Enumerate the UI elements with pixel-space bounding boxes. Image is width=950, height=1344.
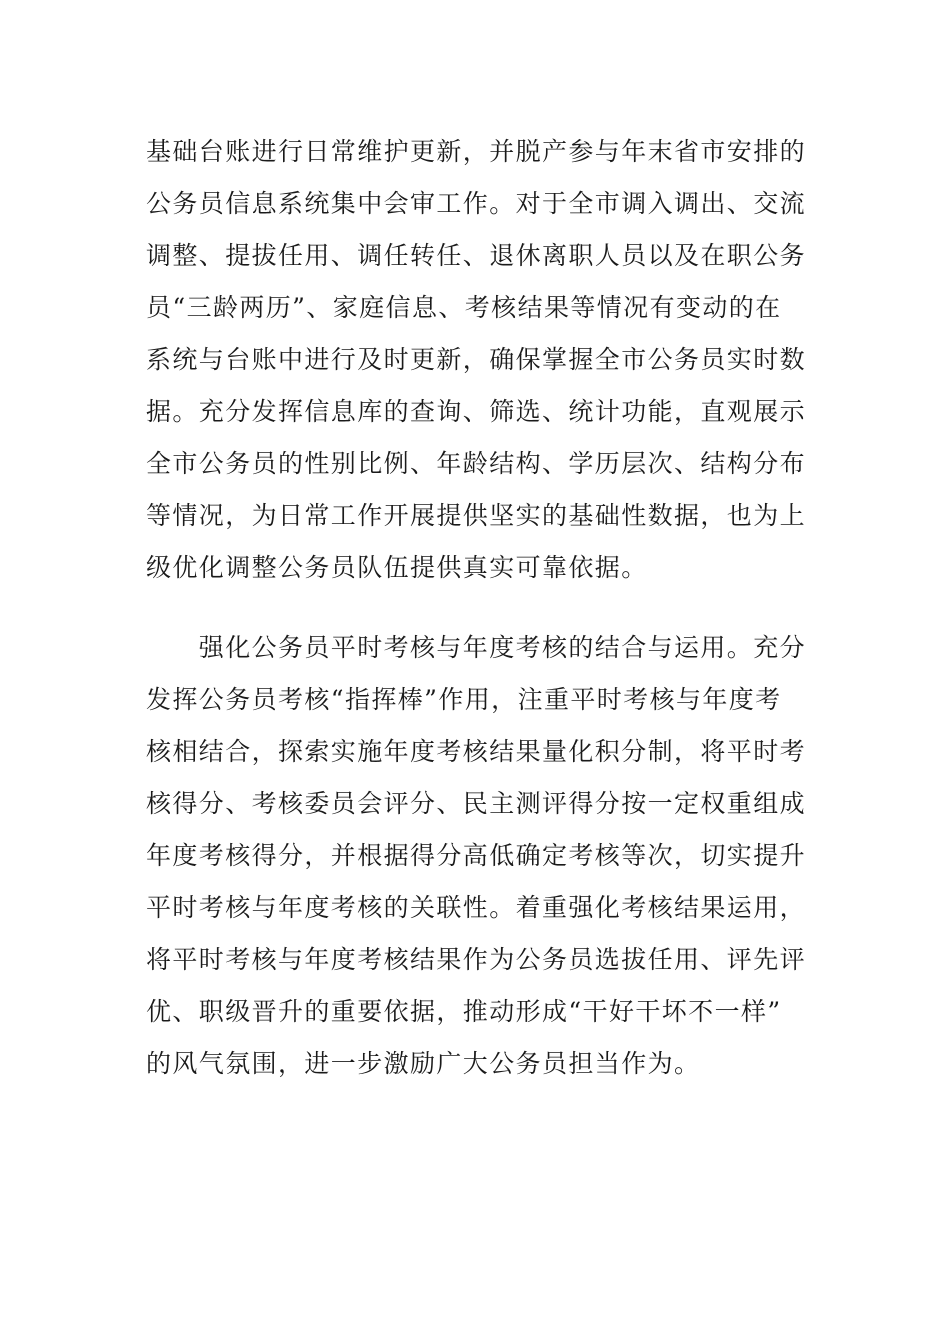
paragraph-2-line: 发挥公务员考核“指挥棒”作用，注重平时考核与年度考 bbox=[146, 685, 782, 714]
paragraph-1-line: 员“三龄两历”、家庭信息、考核结果等情况有变动的在 bbox=[146, 293, 782, 322]
paragraph-1-line: 系统与台账中进行及时更新，确保掌握全市公务员实时数 bbox=[146, 345, 807, 374]
paragraph-2-line: 将平时考核与年度考核结果作为公务员选拔任用、评先评 bbox=[146, 945, 807, 974]
paragraph-1-line: 全市公务员的性别比例、年龄结构、学历层次、结构分布 bbox=[146, 449, 807, 478]
paragraph-2-line: 平时考核与年度考核的关联性。着重强化考核结果运用， bbox=[146, 893, 807, 922]
paragraph-2-line: 核得分、考核委员会评分、民主测评得分按一定权重组成 bbox=[146, 789, 807, 818]
paragraph-1-line: 级优化调整公务员队伍提供真实可靠依据。 bbox=[146, 553, 648, 582]
paragraph-1-line: 公务员信息系统集中会审工作。对于全市调入调出、交流 bbox=[146, 189, 807, 218]
paragraph-2-line: 年度考核得分，并根据得分高低确定考核等次，切实提升 bbox=[146, 841, 807, 870]
paragraph-2-line: 核相结合，探索实施年度考核结果量化积分制，将平时考 bbox=[146, 737, 807, 766]
paragraph-2-line: 优、职级晋升的重要依据，推动形成“干好干坏不一样” bbox=[146, 997, 782, 1026]
paragraph-2-line: 强化公务员平时考核与年度考核的结合与运用。充分 bbox=[146, 633, 807, 662]
paragraph-1-line: 基础台账进行日常维护更新，并脱产参与年末省市安排的 bbox=[146, 137, 807, 166]
paragraph-1-line: 等情况，为日常工作开展提供坚实的基础性数据，也为上 bbox=[146, 501, 807, 530]
paragraph-1-line: 据。充分发挥信息库的查询、筛选、统计功能，直观展示 bbox=[146, 397, 807, 426]
paragraph-1-line: 调整、提拔任用、调任转任、退休离职人员以及在职公务 bbox=[146, 241, 807, 270]
paragraph-2-line: 的风气氛围，进一步激励广大公务员担当作为。 bbox=[146, 1049, 701, 1078]
